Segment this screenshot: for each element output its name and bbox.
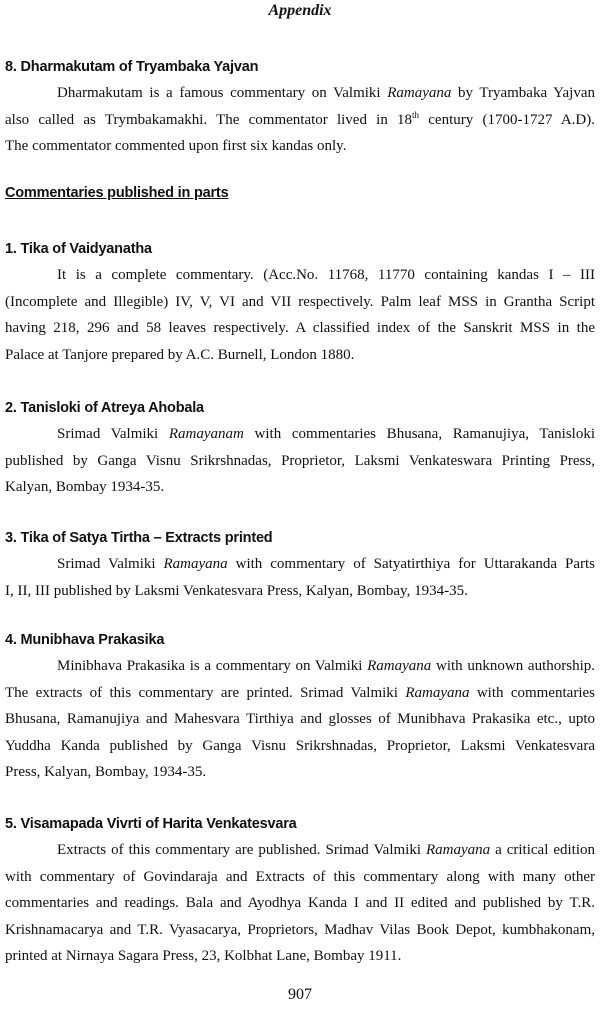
section-dharmakutam: [5, 56, 595, 160]
part-tika-vaidyanatha: [5, 238, 595, 368]
part-visamapada-vivrti: [5, 813, 595, 970]
section-body: [5, 80, 595, 160]
italic-title: Ramayana: [367, 658, 432, 674]
text-line: Palace at Tanjore prepared by A.C. Burnell, London 1880.: [5, 346, 355, 363]
part-body: [5, 421, 595, 501]
text-line: commentaries and readings. Bala and Ayodhya Kanda I and II edited and published by T.R.: [5, 895, 595, 912]
text-line: printed at Nirnaya Sagara Press, 23, Kolbhat Lane, Bombay 1911.: [5, 948, 402, 965]
part-body: [5, 262, 595, 368]
italic-title: Ramayana: [425, 842, 491, 858]
running-head: Appendix: [268, 2, 332, 19]
text-line: Dharmakutam is a famous commentary on Valmiki Ramayana by Tryambaka Yajvan: [57, 85, 595, 101]
part-heading: 5. Visamapada Vivrti of Harita Venkatesvara: [5, 816, 297, 832]
text-line: Press, Kalyan, Bombay, 1934-35.: [5, 764, 207, 781]
text-line: Extracts of this commentary are published. Srimad Valmiki Ramayana a critical edition: [57, 842, 595, 858]
text-line: Minibhava Prakasika is a commentary on Valmiki Ramayana with unknown authorship.: [57, 658, 596, 674]
text-line: (Incomplete and Illegible) IV, V, VI and VII respectively. Palm leaf MSS in Grantha Script: [5, 293, 595, 310]
part-tanisloki: [5, 397, 595, 501]
text-line: Srimad Valmiki Ramayana with commentary of Satyatirthiya for Uttarakanda Parts: [57, 556, 595, 572]
part-body: [5, 837, 595, 970]
text-line: The extracts of this commentary are printed. Srimad Valmiki Ramayana with commentaries: [5, 684, 595, 701]
text-line: also called as Trymbakamakhi. The commentator lived in 18th century (1700-1727 A.D).: [5, 109, 595, 128]
italic-title: Ramayana: [387, 85, 452, 101]
text-line: Bhusana, Ramanujiya and Mahesvara Tirthiya and glosses of Munibhava Prakasika etc., upto: [5, 711, 595, 728]
group-heading: Commentaries published in parts: [5, 185, 229, 201]
text-line: having 218, 296 and 58 leaves respectively. A classified index of the Sanskrit MSS in the: [5, 320, 595, 337]
part-body: [5, 653, 595, 786]
italic-title: Ramayanam: [168, 426, 244, 442]
part-heading: 3. Tika of Satya Tirtha – Extracts printed: [5, 530, 273, 546]
italic-title: Ramayana: [163, 556, 228, 572]
text-line: I, II, III published by Laksmi Venkatesvara Press, Kalyan, Bombay, 1934-35.: [5, 582, 468, 599]
part-heading: 1. Tika of Vaidyanatha: [5, 241, 152, 257]
text-line: Yuddha Kanda published by Ganga Visnu Srikrshnadas, Proprietor, Laksmi Venkatesvara: [5, 737, 595, 754]
part-tika-satya-tirtha: [5, 527, 595, 604]
part-heading: 4. Munibhava Prakasika: [5, 632, 165, 648]
part-body: [5, 551, 595, 604]
text-line: Srimad Valmiki Ramayanam with commentaries Bhusana, Ramanujiya, Tanisloki: [57, 426, 595, 442]
ordinal-superscript: th: [412, 109, 420, 120]
text-line: It is a complete commentary. (Acc.No. 11768, 11770 containing kandas I – III: [57, 267, 595, 283]
section-heading: 8. Dharmakutam of Tryambaka Yajvan: [5, 59, 259, 75]
text-line: published by Ganga Visnu Srikrshnadas, Proprietor, Laksmi Venkateswara Printing Press,: [5, 452, 595, 469]
text-line: The commentator commented upon first six kandas only.: [5, 138, 347, 155]
italic-title: Ramayana: [405, 684, 470, 701]
part-heading: 2. Tanisloki of Atreya Ahobala: [5, 400, 204, 416]
text-line: Krishnamacarya and T.R. Vyasacarya, Proprietors, Madhav Vilas Book Depot, kumbhakonam,: [5, 921, 595, 938]
page-number: 907: [288, 986, 312, 1003]
part-munibhava-prakasika: [5, 629, 595, 786]
text-line: with commentary of Govindaraja and Extracts of this commentary along with many other: [5, 868, 595, 885]
text-line: Kalyan, Bombay 1934-35.: [5, 479, 165, 496]
